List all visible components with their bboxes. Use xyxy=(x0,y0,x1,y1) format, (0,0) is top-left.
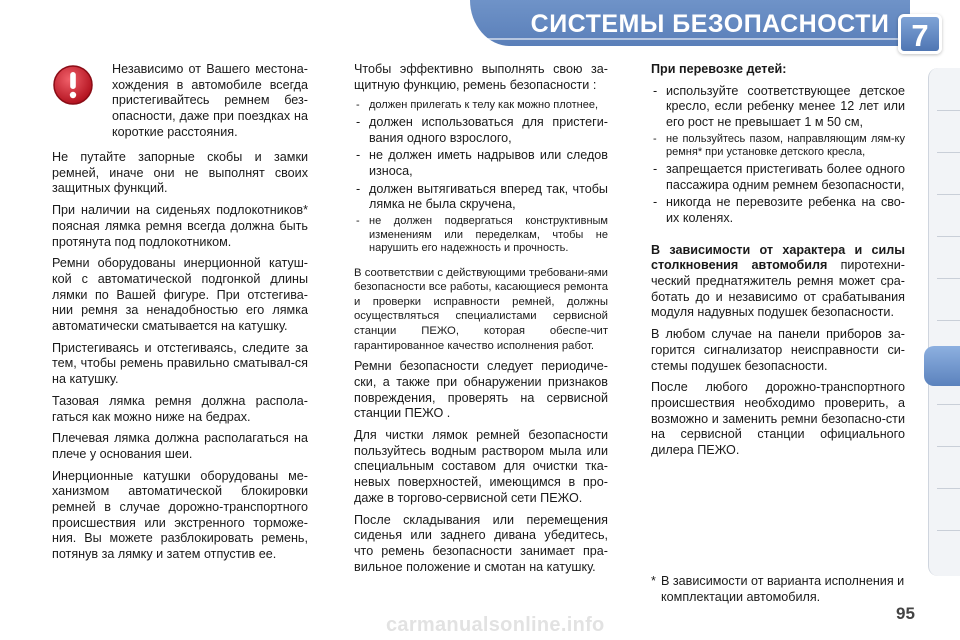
middle-column xyxy=(354,62,608,581)
footnote xyxy=(651,574,905,605)
paragraph: Пристегиваясь и отстегиваясь, следите за тем, чтобы ремень правильно сматывал-ся на катушку. xyxy=(52,340,308,387)
collision-text: пиротехни-ческий преднатяжитель ремня может сра-ботать до и независимо от срабатывания модуля надувных подушек безопасности. xyxy=(651,258,905,320)
paragraph: После складывания или перемещения сиденья или заднего дивана убедитесь, что ремень безопасности занимает пра-вильное положение и смотан на катушку. xyxy=(354,512,608,574)
tab-divider xyxy=(937,320,960,321)
list-item: - должен прилегать к телу как можно плотнее, xyxy=(354,99,608,113)
paragraph: Плечевая лямка должна располагаться на плече у основания шеи. xyxy=(52,431,308,461)
tab-divider xyxy=(937,278,960,279)
right-column xyxy=(651,62,905,465)
paragraph: После любого дорожно-транспортного происшествия необходимо проверить, а возможно и заменить ремни безопасно-сти на сервисной станции официального дилера ПЕЖО. xyxy=(651,380,905,458)
belt-requirements-list xyxy=(354,99,608,255)
paragraph: Не путайте запорные скобы и замки ремней, иначе они не выполнят своих защитных функций. xyxy=(52,150,308,196)
chapter-tabs xyxy=(928,68,960,576)
footnote-text: В зависимости от варианта исполнения и комплектации автомобиля. xyxy=(661,574,905,604)
collision-heading: В зависимости от характера и силы столкновения автомобиля xyxy=(651,242,905,273)
tab-divider xyxy=(937,530,960,531)
page-title: СИСТЕМЫ БЕЗОПАСНОСТИ xyxy=(530,10,890,38)
tab-divider xyxy=(937,446,960,447)
page-number: 95 xyxy=(896,604,915,623)
watermark: carmanualsonline.info xyxy=(386,614,605,636)
tab-divider xyxy=(937,152,960,153)
warning-block xyxy=(52,62,308,144)
children-list xyxy=(651,84,905,227)
intro-text: Чтобы эффективно выполнять свою за-щитную функцию, ремень безопасности : xyxy=(354,62,608,92)
tab-divider xyxy=(937,236,960,237)
left-column xyxy=(52,62,308,569)
list-item: - должен вытягиваться вперед так, чтобы лямка не была скручена, xyxy=(354,182,608,213)
warning-text: Независимо от Вашего местона-хождения в автомобиле всегда пристегивайтесь ремнем без-опасности, даже при поездках на короткие расстояния. xyxy=(112,62,308,139)
list-item: - не должен подвергаться конструктивным изменениям или переделкам, чтобы не нарушить его надежность и прочность. xyxy=(354,215,608,256)
list-item: - запрещается пристегивать более одного пассажира одним ремнем безопасности, xyxy=(651,162,905,193)
list-item: - не пользуйтесь пазом, направляющим лям-ку ремня* при установке детского кресла, xyxy=(651,133,905,160)
chapter-badge xyxy=(898,14,942,54)
list-item: - не должен иметь надрывов или следов износа, xyxy=(354,148,608,179)
collision-paragraph xyxy=(651,243,905,322)
paragraph: При наличии на сиденьях подлокотников* поясная лямка ремня всегда должна быть протянута под подлокотником. xyxy=(52,203,308,249)
list-item: - используйте соответствующее детское кресло, если ребенку менее 12 лет или его рост не превышает 1 м 50 см, xyxy=(651,84,905,131)
paragraph: В любом случае на панели приборов за-горится сигнализатор неисправности си-стемы подушек безопасности. xyxy=(651,327,905,373)
tab-divider xyxy=(937,194,960,195)
paragraph: Тазовая лямка ремня должна распола-гаться как можно ниже на бедрах. xyxy=(52,393,308,424)
paragraph: В соответствии с действующими требовани-ями безопасности все работы, касающиеся ремонта и проверки исправности ремней, должны осуществляться специалистами сервисной станции ПЕЖО, которая обеспе-чит гарантированное качество исполнения работ. xyxy=(354,266,608,352)
children-heading: При перевозке детей: xyxy=(651,62,787,76)
list-item: - должен использоваться для пристеги-вания одного взрослого, xyxy=(354,115,608,146)
tab-divider xyxy=(937,488,960,489)
paragraph: Ремни оборудованы инерционной катуш-кой с автоматической подгонкой длины лямки по Вашей фигуре. При отстегива-нии ремня за ненадобностью его лямка автоматически сматывается на катушку. xyxy=(52,256,308,334)
list-item: - никогда не перевозите ребенка на сво-их коленях. xyxy=(651,195,905,226)
footnote-star: * xyxy=(651,574,656,588)
spacer xyxy=(651,233,905,243)
tab-divider xyxy=(937,404,960,405)
chapter-number: 7 xyxy=(911,18,929,53)
tab-divider xyxy=(937,110,960,111)
exclamation-warning-icon xyxy=(52,64,94,106)
active-chapter-tab[interactable] xyxy=(924,346,960,386)
paragraph: Инерционные катушки оборудованы ме-ханизмом автоматической блокировки ремней в случае дорожно-транспортного происшествия или экстренного торможе-ния. Вы можете разблокировать ремень, потянув за лямку и затем отпустив ее. xyxy=(52,468,308,562)
paragraph: Для чистки лямок ремней безопасности пользуйтесь водным раствором мыла или специальным составом для очистки тка-невых поверхностей, имеющимся в про-даже в торгово-сервисной сети ПЕЖО. xyxy=(354,428,608,505)
paragraph: Ремни безопасности следует периодиче-ски, а также при обнаружении признаков повреждения, проверять на сервисной станции ПЕЖО . xyxy=(354,359,608,421)
